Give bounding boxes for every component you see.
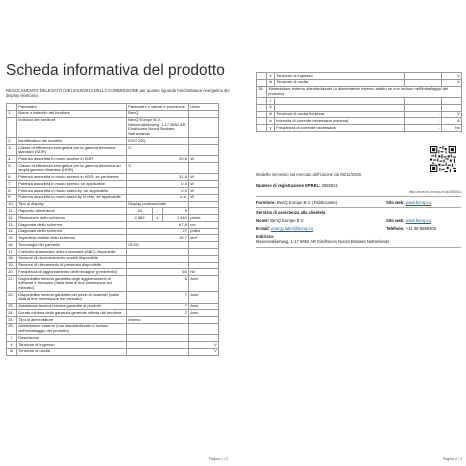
row-value: BenQ	[127, 110, 189, 117]
row-label: Diagonale dello schermo	[17, 228, 127, 235]
subrow-index: iii	[267, 79, 275, 86]
subrow-label: Tensione di ingresso	[17, 342, 127, 349]
table-row	[7, 269, 219, 276]
subrow-value	[127, 335, 189, 342]
row-unit: Hz	[442, 125, 462, 132]
row-number: 21.	[7, 276, 17, 292]
row-label: Risoluzione dello schermo	[17, 215, 127, 222]
row-number	[7, 117, 17, 138]
row-unit: V	[442, 79, 462, 86]
row-value	[405, 97, 442, 104]
registration-label: Numero di registrazione EPREL:	[256, 183, 321, 188]
subrow-unit	[189, 335, 219, 342]
table-row	[7, 303, 219, 310]
row-label: Assistenza tecnica minima garantita ai prodotti	[17, 303, 127, 310]
row-label: Disponibilità minima garantita degli aggiornamenti di software e firmware (dalla data di fine immissione sul mercato)	[17, 276, 127, 292]
subrow-index: ii	[267, 104, 275, 111]
regulation-subtitle: REGOLAMENTO DELEGATO (UE) 2019/2013 DELLA COMMISSIONE per quanto riguarda l'etichettatura energetica dei display elettronici	[6, 88, 230, 99]
row-label: Tipo di alimentatore	[17, 317, 127, 324]
subrow-index: iii	[267, 111, 275, 118]
qr-url[interactable]: https://eprel.ec.europa.eu/qr/2580621	[408, 190, 462, 194]
phone-label: Telefono:	[386, 226, 405, 231]
row-label: Tensione di uscita richiesta	[275, 111, 405, 118]
row-label: Nome o marchio del fornitore	[17, 110, 127, 117]
subrow-label: Descrizione	[17, 335, 127, 342]
header-unit: Unità	[189, 104, 219, 111]
row-separator: :	[153, 208, 163, 215]
row-value: 67,8	[127, 221, 189, 228]
table-subrow	[7, 342, 219, 349]
subrow-index: ii	[7, 342, 17, 349]
row-value-b: 1 440	[163, 215, 189, 222]
row-label: Potenza assorbita in modo stand-by in rete, se applicabile	[17, 194, 127, 201]
row-value: 19,7	[127, 235, 189, 242]
table-row	[7, 262, 219, 269]
address-value: Meerenakkerweg, 1-17 5652 AR Eindhoven Noord-Brabant Netherlands	[256, 239, 390, 244]
row-number: 2.	[7, 138, 17, 145]
subrow-label: Tensione di uscita	[17, 348, 127, 355]
row-value: 60	[127, 269, 189, 276]
row-label: Tensione di uscita	[275, 79, 405, 86]
row-value: 0,5	[127, 188, 189, 195]
row-unit: A	[442, 118, 462, 125]
row-number: 20.	[7, 269, 17, 276]
row-unit: Anni	[189, 303, 219, 310]
row-unit	[189, 208, 219, 215]
table-row	[7, 117, 219, 138]
supplier-line	[256, 200, 461, 205]
row-value: 27	[127, 228, 189, 235]
row-value: -	[405, 125, 442, 132]
row-number	[257, 73, 267, 80]
row-label: Sensore di riconoscimento vocale disponibile	[17, 255, 127, 262]
row-label	[275, 104, 405, 111]
row-value: 7	[127, 292, 189, 303]
customer-service-title: Servizio di assistenza alla clientela	[256, 210, 326, 215]
subrow-index: i	[267, 97, 275, 104]
table-row	[257, 125, 462, 132]
row-number: 5.	[7, 163, 17, 174]
table-row	[7, 181, 219, 188]
row-number: 10.	[7, 201, 17, 208]
row-number: 26.	[257, 86, 267, 97]
row-label: Identificativo del modello	[17, 138, 127, 145]
row-value: 0,3	[127, 181, 189, 188]
header-value: Parametro o valore e precisione	[127, 104, 189, 111]
row-number: 11.	[7, 208, 17, 215]
row-unit	[189, 262, 219, 269]
row-value: G	[127, 144, 189, 155]
row-label: Classe di efficienza energetica per la gamma dinamica standard (SDR)	[17, 144, 127, 155]
row-number: 15.	[7, 235, 17, 242]
row-number: 7.	[7, 181, 17, 188]
table-row	[7, 310, 219, 317]
registration-number: 2580621	[321, 183, 338, 188]
row-value: Interno	[127, 317, 189, 324]
row-value	[405, 73, 442, 80]
divider	[256, 207, 461, 208]
name-label: Nome:	[256, 218, 270, 223]
table-row	[7, 317, 219, 324]
row-value: n.a.	[127, 194, 189, 201]
datasheet-page-2	[238, 72, 466, 465]
row-unit: pollici	[189, 228, 219, 235]
row-number	[257, 79, 267, 86]
subrow-index: i	[7, 335, 17, 342]
email-line	[256, 226, 461, 231]
table-row	[7, 235, 219, 242]
row-number: 23.	[7, 303, 17, 310]
email-link[interactable]: energy.label@benq.eu	[271, 226, 314, 231]
product-info-table	[6, 103, 219, 356]
divider	[256, 196, 461, 197]
row-number: 3.	[7, 144, 17, 155]
row-unit: W	[189, 174, 219, 181]
row-unit: dm²	[189, 235, 219, 242]
row-value	[127, 255, 189, 262]
table-row	[7, 174, 219, 181]
subrow-index: ii	[267, 73, 275, 80]
service-website-label: Sito web:	[386, 218, 405, 223]
row-label: Potenza assorbita in modo spento, se applicabile	[17, 181, 127, 188]
subrow-unit: V	[189, 342, 219, 349]
row-number: 12.	[7, 215, 17, 222]
row-label: Indirizzo del fornitore	[17, 117, 127, 138]
row-label: Tipo di display	[17, 201, 127, 208]
row-unit: W	[189, 188, 219, 195]
row-label: Durata minima della garanzia generale offerta dal fornitore	[17, 310, 127, 317]
row-label: Tensione di ingresso	[275, 73, 405, 80]
header-cell	[7, 104, 17, 111]
row-unit: Hz	[189, 269, 219, 276]
table-header	[7, 104, 219, 111]
row-label: Controllo automatico della luminosità (ABC) disponibile	[17, 249, 127, 256]
row-value: -	[405, 118, 442, 125]
address-line	[256, 234, 461, 244]
row-separator: x	[153, 215, 163, 222]
row-unit	[189, 117, 219, 138]
table-row	[257, 79, 462, 86]
row-value: -	[405, 111, 442, 118]
table-row	[7, 292, 219, 303]
row-label: Frequenza di corrente necessaria	[275, 125, 405, 132]
row-unit	[189, 317, 219, 324]
phone-number: +31 88 8889300	[405, 226, 437, 231]
row-number: 22.	[7, 292, 17, 303]
row-unit: Anni	[189, 292, 219, 303]
row-value	[127, 323, 189, 334]
power-supply-table	[256, 72, 462, 132]
row-value	[405, 79, 442, 86]
row-unit	[189, 144, 219, 155]
subrow-unit: V	[189, 348, 219, 355]
table-subrow	[7, 348, 219, 355]
eprel-qr-code-icon[interactable]	[430, 146, 456, 172]
customer-service-heading	[256, 210, 461, 215]
row-number: 16.	[7, 242, 17, 249]
row-unit: pixels	[189, 215, 219, 222]
table-row	[7, 255, 219, 262]
row-unit: V	[442, 73, 462, 80]
page-number: Pagina 1 / 2	[208, 457, 228, 461]
row-unit	[442, 97, 462, 104]
row-number: 1.	[7, 110, 17, 117]
row-unit: cm	[189, 221, 219, 228]
row-label	[275, 97, 405, 104]
table-row	[7, 138, 219, 145]
row-unit: W	[189, 181, 219, 188]
row-number	[257, 118, 267, 125]
row-value: 29,8	[127, 156, 189, 163]
subrow-value	[127, 348, 189, 355]
table-row	[257, 111, 462, 118]
subrow-index: v	[267, 125, 275, 132]
row-number	[257, 125, 267, 132]
row-label: Frequenza di aggiornamento dell'immagine (predefinito)	[17, 269, 127, 276]
table-row	[7, 110, 219, 117]
table-row	[7, 144, 219, 155]
table-row	[7, 208, 219, 215]
address-label: Indirizzo:	[256, 234, 275, 239]
row-value: 7	[127, 303, 189, 310]
table-row	[257, 73, 462, 80]
row-unit	[442, 104, 462, 111]
row-number: 17.	[7, 249, 17, 256]
table-row	[7, 323, 219, 334]
divider	[256, 247, 461, 248]
row-value	[405, 104, 442, 111]
supplier-label: Fornitore:	[256, 200, 276, 205]
row-value: Display professionale	[127, 201, 189, 208]
row-number	[257, 111, 267, 118]
row-unit	[189, 110, 219, 117]
row-label: Superficie visibile dello schermo	[17, 235, 127, 242]
page-number: Pagina 2 / 2	[442, 457, 462, 461]
row-unit: Anni	[189, 276, 219, 292]
subrow-index: iv	[267, 118, 275, 125]
datasheet-page-1	[0, 50, 236, 465]
table-subrow	[7, 335, 219, 342]
row-number: 6.	[7, 174, 17, 181]
market-placement-note: Modello immesso sul mercato dell'Unione da 08/12/2025	[256, 172, 362, 177]
row-number: 18.	[7, 255, 17, 262]
subrow-value	[127, 342, 189, 349]
supplier-name: BenQ Europe B.V. (Fabbricante)	[276, 200, 338, 205]
row-label: Potenza assorbita in modo acceso in HDR, se pertinente	[17, 174, 127, 181]
row-value: OLED	[127, 242, 189, 249]
service-website-link[interactable]: www.benq.eu	[405, 218, 431, 223]
table-row	[7, 156, 219, 163]
row-number: 25.	[7, 323, 17, 334]
row-value: EX2710Q	[127, 138, 189, 145]
row-label: Intensità di corrente necessaria (minima)	[275, 118, 405, 125]
row-unit: V	[442, 111, 462, 118]
row-number: 8.	[7, 188, 17, 195]
service-name: BenQ Europe B.V.	[270, 218, 305, 223]
row-label: Sensore di rilevamento di presenza disponibile	[17, 262, 127, 269]
table-row	[7, 221, 219, 228]
row-unit	[189, 242, 219, 249]
table-row	[7, 228, 219, 235]
row-label: Potenza assorbita in modo acceso in SDR	[17, 156, 127, 163]
row-number	[257, 97, 267, 104]
table-row	[7, 215, 219, 222]
row-label: Alimentatore esterno standardizzato (o alimentatore esterno adatto se non incluso nell'imballaggio del prodotto)	[267, 86, 462, 97]
row-unit	[189, 249, 219, 256]
table-row	[257, 104, 462, 111]
table-row	[7, 242, 219, 249]
row-number	[257, 104, 267, 111]
row-number: 13.	[7, 221, 17, 228]
registration-line	[256, 183, 461, 188]
website-link[interactable]: www.benq.eu	[405, 200, 431, 205]
row-label: Rapporto dimensioni	[17, 208, 127, 215]
table-row	[7, 163, 219, 174]
row-value: BenQ Europe B.V., Meerenakkerweg, 1-17 5652 AR Eindhoven Noord-Brabant Netherlands	[127, 117, 189, 138]
row-number: 9.	[7, 194, 17, 201]
row-value: 31,8	[127, 174, 189, 181]
table-row	[7, 276, 219, 292]
table-row	[7, 194, 219, 201]
website-label: Sito web:	[386, 200, 405, 205]
row-number: 14.	[7, 228, 17, 235]
table-row	[7, 249, 219, 256]
table-row	[257, 97, 462, 104]
row-value-a: 16	[127, 208, 153, 215]
table-row	[257, 86, 462, 97]
row-label: Potenza assorbita in modo stand-by, se applicabile	[17, 188, 127, 195]
row-unit: W	[189, 156, 219, 163]
row-label: Disponibilità minima garantita dei pezzi di ricambio (dalla data di fine immissione sul mercato)	[17, 292, 127, 303]
row-unit	[189, 323, 219, 334]
row-value	[127, 249, 189, 256]
row-unit	[189, 163, 219, 174]
row-value: 2	[127, 310, 189, 317]
table-row	[257, 118, 462, 125]
row-unit	[189, 255, 219, 262]
subrow-index: iii	[7, 348, 17, 355]
row-value	[127, 262, 189, 269]
header-param: Parametro	[17, 104, 127, 111]
row-value: 8	[127, 276, 189, 292]
row-label: Tecnologia del pannello	[17, 242, 127, 249]
row-value-a: 2 560	[127, 215, 153, 222]
row-number: 24.	[7, 310, 17, 317]
row-label: Diagonale dello schermo	[17, 221, 127, 228]
row-unit: Anni	[189, 310, 219, 317]
row-value: G	[127, 163, 189, 174]
row-unit: W	[189, 194, 219, 201]
row-number: 24.	[7, 317, 17, 324]
service-name-line	[256, 218, 461, 223]
email-label: E-mail:	[256, 226, 270, 231]
row-number: 19.	[7, 262, 17, 269]
row-label: Alimentatore esterno (non standardizzato e incluso nell'imballaggio del prodotto)	[17, 323, 127, 334]
row-label: Classe di efficienza energetica per la gamma dinamica ad ampia gamma dinamica (HDR)	[17, 163, 127, 174]
row-unit	[189, 138, 219, 145]
row-unit	[189, 201, 219, 208]
page-title: Scheda informativa del prodotto	[6, 62, 225, 79]
row-number: 4.	[7, 156, 17, 163]
row-value-b: 9	[163, 208, 189, 215]
table-row	[7, 201, 219, 208]
table-row	[7, 188, 219, 195]
